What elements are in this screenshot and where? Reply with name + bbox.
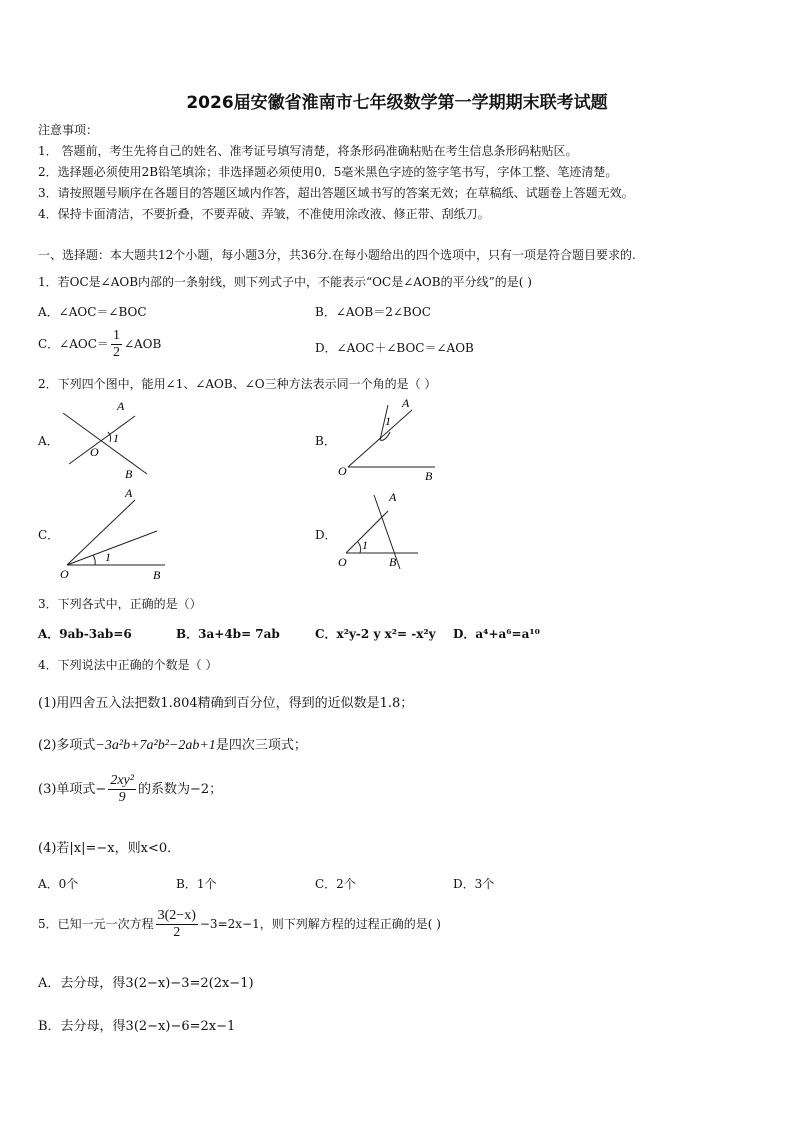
fraction-monomial <box>108 773 136 806</box>
figure-a-line-ob <box>63 413 147 474</box>
figure-a-line-oa <box>69 416 135 464</box>
fraction-numerator: 3(2−x) <box>157 908 196 923</box>
question-1-stem: 1．若OC是∠AOB内部的一条射线，则下列式子中，不能表示“OC是∠AOB的平分线”的是( ) <box>38 275 532 289</box>
question-2-stem: 2．下列四个图中，能用∠1、∠AOB、∠O三种方法表示同一个角的是（ ） <box>38 377 437 391</box>
notice-item-2: 2．选择题必须使用2B铅笔填涂；非选择题必须使用0．5毫米黑色字迹的签字笔书写，字体工整、笔迹清楚。 <box>38 165 618 179</box>
statement-3-prefix: (3)单项式− <box>38 782 107 797</box>
figure-d-label-1: 1 <box>362 538 368 552</box>
fraction-denominator: 2 <box>112 345 120 360</box>
question-5-option-a: A．去分母，得3(2−x)−3=2(2x−1) <box>38 976 254 991</box>
question-2-option-c-label: C． <box>38 528 60 542</box>
question-4-statement-2 <box>38 734 307 754</box>
statement-3-suffix: 的系数为−2； <box>137 782 223 797</box>
fraction-denominator: 2 <box>173 925 181 940</box>
statement-2-polynomial: −3a²b+7a²b²−2ab+1 <box>95 738 216 753</box>
question-5-suffix: −3=2x−1，则下列解方程的过程正确的是( ) <box>199 917 441 931</box>
fraction-one-half <box>111 328 122 361</box>
figure-c <box>55 485 175 583</box>
fraction-equation <box>156 908 198 941</box>
option-c-suffix: ∠AOB <box>123 337 162 351</box>
figure-b-label-b: B <box>425 469 433 483</box>
question-3-option-c: C．x²y-2 y x²= -x²y <box>315 627 436 641</box>
figure-c-angle-arc <box>93 555 95 565</box>
figure-c-label-o: O <box>60 567 69 581</box>
figure-b-label-1: 1 <box>385 414 391 428</box>
question-3-option-d: D．a⁴+a⁶=a¹⁰ <box>453 627 540 641</box>
question-1-option-a: A．∠AOC＝∠BOC <box>38 305 147 319</box>
notice-item-4: 4．保持卡面清洁，不要折叠，不要弄破、弄皱，不准使用涂改液、修正带、刮纸刀。 <box>38 207 490 221</box>
question-2-option-b-label: B． <box>315 434 336 448</box>
question-4-option-c: C．2个 <box>315 877 356 891</box>
figure-a-label-o: O <box>90 445 99 459</box>
figure-b-label-o: O <box>338 464 347 478</box>
question-5-stem <box>38 908 441 941</box>
notice-item-1: 1． 答题前，考生先将自己的姓名、准考证号填写清楚，将条形码准确粘贴在考生信息条形码粘贴区。 <box>38 144 578 158</box>
option-c-prefix: C．∠AOC＝ <box>38 337 109 351</box>
figure-c-label-a: A <box>125 486 133 500</box>
question-2-option-d-label: D． <box>315 528 337 542</box>
figure-a-label-a: A <box>117 399 125 413</box>
figure-d <box>334 487 434 572</box>
figure-a <box>55 398 165 483</box>
statement-2-prefix: (2)多项式 <box>38 738 96 753</box>
figure-b <box>330 395 450 485</box>
question-4-statement-4: (4)若|x|=−x，则x<0． <box>38 841 181 856</box>
statement-2-suffix: 是四次三项式； <box>215 738 307 753</box>
figure-c-label-b: B <box>153 568 161 582</box>
question-1-option-b: B．∠AOB＝2∠BOC <box>315 305 431 319</box>
notice-heading: 注意事项： <box>38 123 99 137</box>
figure-d-label-a: A <box>389 490 397 504</box>
figure-c-line-oa <box>67 500 135 565</box>
figure-d-angle-arc <box>358 542 361 553</box>
figure-d-label-b: B <box>389 555 397 569</box>
question-3-option-a: A．9ab-3ab=6 <box>38 627 132 641</box>
fraction-numerator: 2xy² <box>110 773 134 788</box>
fraction-numerator: 1 <box>112 328 120 343</box>
question-4-statement-3 <box>38 773 222 806</box>
figure-b-label-a: A <box>402 396 410 410</box>
figure-a-label-1: 1 <box>113 431 119 445</box>
figure-a-label-b: B <box>125 467 133 481</box>
question-4-option-d: D．3个 <box>453 877 495 891</box>
question-1-option-d: D．∠AOC＋∠BOC＝∠AOB <box>315 341 474 355</box>
section-heading: 一、选择题：本大题共12个小题，每小题3分，共36分.在每小题给出的四个选项中，只有一项是符合题目要求的. <box>38 248 636 262</box>
question-3-option-b: B．3a+4b= 7ab <box>176 627 280 641</box>
question-4-stem: 4．下列说法中正确的个数是（ ） <box>38 658 218 672</box>
figure-d-label-o: O <box>338 555 347 569</box>
figure-c-line-middle <box>67 531 157 565</box>
question-3-stem: 3．下列各式中，正确的是（） <box>38 597 202 611</box>
question-5-prefix: 5．已知一元一次方程 <box>38 917 154 931</box>
question-2-option-a-label: A． <box>38 434 59 448</box>
question-4-option-b: B．1个 <box>176 877 217 891</box>
figure-c-label-1: 1 <box>105 550 111 564</box>
question-4-option-a: A．0个 <box>38 877 79 891</box>
question-4-statement-1: (1)用四舍五入法把数1.804精确到百分位，得到的近似数是1.8； <box>38 696 414 711</box>
question-5-option-b: B．去分母，得3(2−x)−6=2x−1 <box>38 1019 236 1034</box>
fraction-denominator: 9 <box>118 790 126 805</box>
page-title: 2026届安徽省淮南市七年级数学第一学期期末联考试题 <box>186 93 608 113</box>
question-1-option-c <box>38 328 161 361</box>
notice-item-3: 3．请按照题号顺序在各题目的答题区域内作答，超出答题区域书写的答案无效；在草稿纸、试题卷上答题无效。 <box>38 186 634 200</box>
